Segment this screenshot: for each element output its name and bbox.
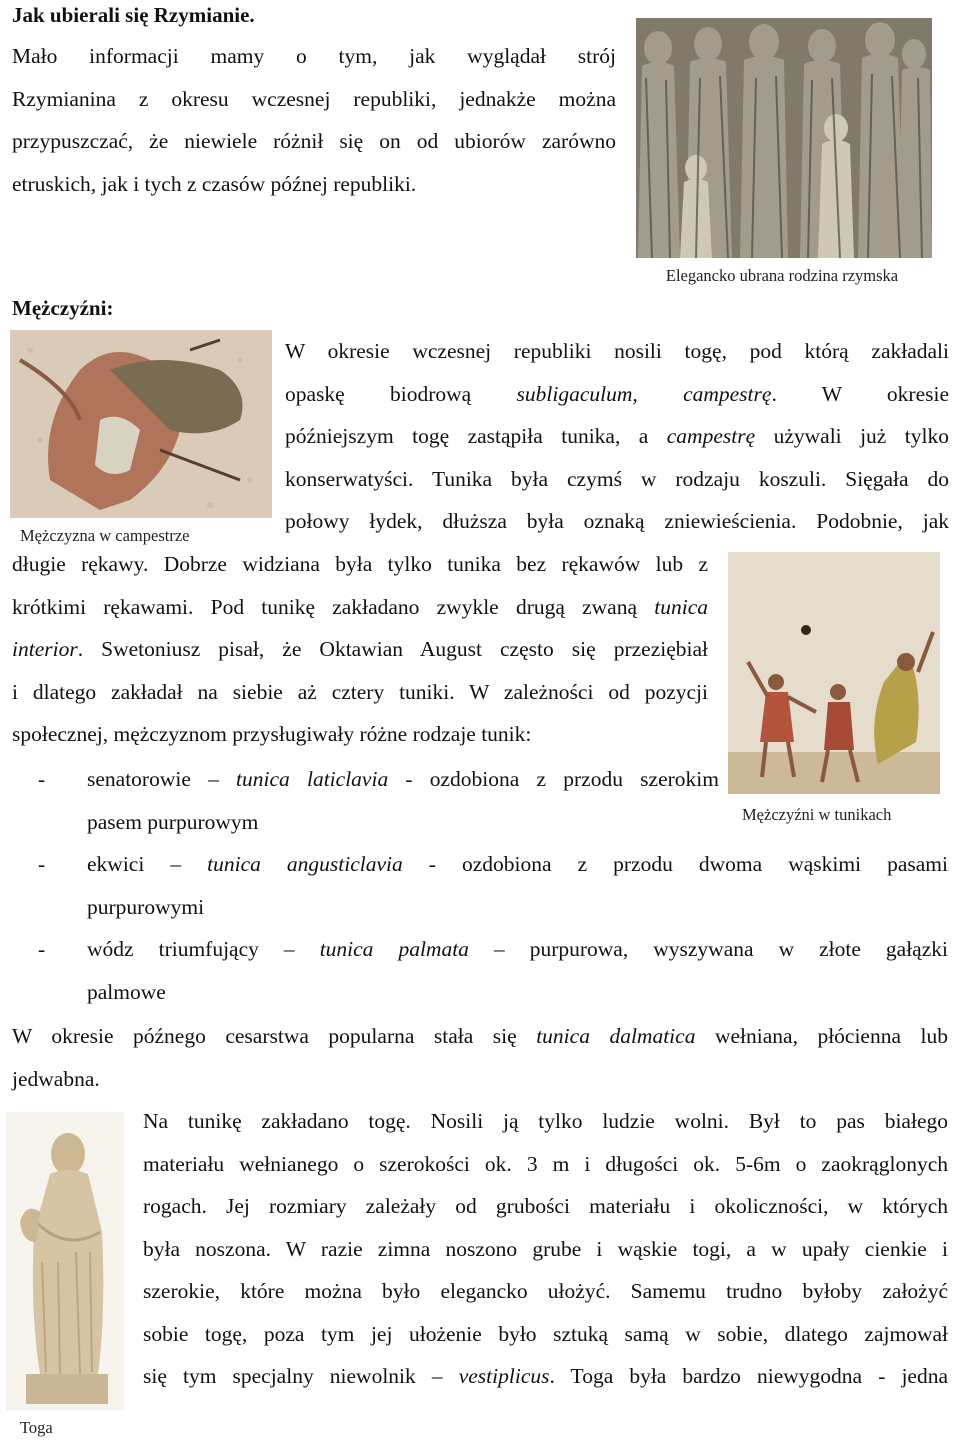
list-item-text: wódz triumfujący – tunica palmata – purpurowa, wyszywana w złote gałązki [87, 937, 948, 961]
list-item-text: purpurowymi [87, 895, 205, 919]
men-line: i dlatego zakładał na siebie aż cztery tuniki. W zależności od pozycji [12, 679, 708, 704]
list-item [12, 758, 948, 843]
intro-line: przypuszczać, że niewiele różnił się on od ubiorów zarówno [12, 129, 616, 153]
intro-line: Mało informacji mamy o tym, jak wyglądał strój [12, 44, 616, 68]
men-line: późniejszym togę zastąpiła tunika, a campestrę używali już tylko [285, 424, 949, 448]
list-dash: - [38, 767, 46, 791]
men-line: społecznej, mężczyznom przysługiwały różne rodzaje tunik: [12, 722, 532, 746]
list-item [12, 843, 948, 928]
list-item-text: ekwici – tunica angusticlavia - ozdobiona z przodu dwoma wąskimi pasami [87, 852, 948, 876]
men-line: krótkimi rękawami. Pod tunikę zakładano zwykle drugą zwaną tunica [12, 594, 708, 619]
tunics-caption: Mężczyźni w tunikach [742, 805, 892, 824]
list-dash: - [38, 937, 46, 961]
toga-line: Na tunikę zakładano togę. Nosili ją tylko ludzie wolni. Był to pas białego [143, 1109, 948, 1133]
campestre-caption: Mężczyzna w campestrze [20, 526, 190, 545]
toga-line: materiału wełnianego o szerokości ok. 3 m i długości ok. 5-6m o zaokrąglonych [143, 1151, 948, 1176]
list-dash: - [38, 852, 46, 876]
campestre-mosaic-image [10, 330, 272, 518]
tunic-types-list [12, 758, 948, 1013]
intro-paragraph [12, 35, 616, 205]
toga-line: się tym specjalny niewolnik – vestiplicus. Toga była bardzo niewygodna - jedna [143, 1364, 948, 1388]
toga-line: szerokie, które można było elegancko ułożyć. Samemu trudno byłoby założyć [143, 1279, 948, 1303]
empire-line: W okresie późnego cesarstwa popularna stała się tunica dalmatica wełniana, płócienna lub [12, 1024, 949, 1048]
men-paragraph-bottom [12, 543, 708, 756]
list-item-text: palmowe [87, 980, 166, 1004]
men-line: W okresie wczesnej republiki nosili togę, pod którą zakładali [285, 339, 949, 363]
men-paragraph-top [285, 330, 949, 543]
men-heading: Mężczyźni: [12, 296, 114, 320]
page-title: Jak ubierali się Rzymianie. [12, 3, 255, 27]
empire-line: jedwabna. [12, 1066, 100, 1091]
roman-family-caption: Elegancko ubrana rodzina rzymska [665, 266, 899, 285]
intro-line: Rzymianina z okresu wczesnej republiki, jednakże można [12, 86, 616, 111]
men-line: połowy łydek, dłuższa była oznaką zniewieścienia. Podobnie, jak [285, 509, 949, 533]
toga-line: rogach. Jej rozmiary zależały od grubości materiału i okoliczności, w których [143, 1194, 948, 1218]
list-item [12, 928, 948, 1013]
roman-family-relief-image [636, 18, 932, 258]
men-line: konserwatyści. Tunika była czymś w rodzaju koszuli. Sięgała do [285, 466, 949, 491]
men-line: długie rękawy. Dobrze widziana była tylko tunika bez rękawów lub z [12, 552, 708, 576]
list-item-text: pasem purpurowym [87, 810, 259, 834]
list-item-text: senatorowie – tunica laticlavia - ozdobiona z przodu szerokim [87, 767, 719, 791]
men-line: opaskę biodrową subligaculum, campestrę. W okresie [285, 381, 950, 406]
toga-statue-image [6, 1112, 124, 1410]
men-line: interior. Swetoniusz pisał, że Oktawian August często się przeziębiał [12, 637, 708, 661]
toga-paragraph [143, 1100, 948, 1398]
toga-line: była noszona. W razie zimna noszono grube i wąskie togi, a w upały cienkie i [143, 1236, 948, 1261]
empire-paragraph [12, 1015, 948, 1100]
intro-line: etruskich, jak i tych z czasów późnej republiki. [12, 171, 417, 196]
toga-line: sobie togę, poza tym jej ułożenie było sztuką samą w sobie, dlatego zajmował [143, 1321, 948, 1346]
toga-caption: Toga [20, 1418, 53, 1437]
